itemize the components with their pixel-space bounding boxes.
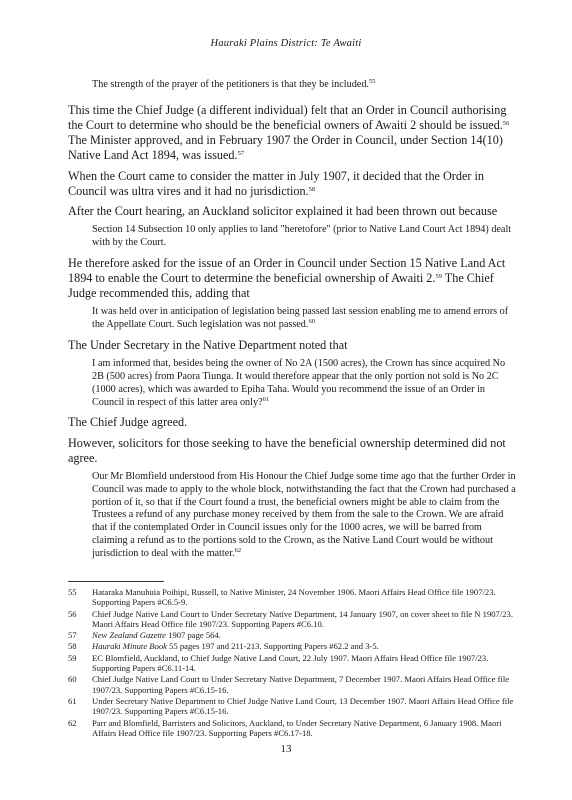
- footnote-ref[interactable]: 60: [308, 318, 315, 326]
- block-quote: [68, 306, 518, 332]
- block-quote: [68, 358, 518, 409]
- paragraph-text: When the Court came to consider the matter in July 1907, it decided that the Order in Council was ultra vires and it had no jurisdiction.: [68, 168, 484, 198]
- publication-title: Hauraki Minute Book: [92, 641, 167, 652]
- footnote-text: Parr and Blomfield, Barristers and Solicitors, Auckland, to Under Secretary Native Department, 6 January 1908. Maori Affairs Head Office file 1907/23. Supporting Papers #C6.17-18.: [92, 717, 502, 738]
- footnote-number: 62: [68, 717, 77, 728]
- footnote-number: 58: [68, 641, 77, 652]
- block-quote: [68, 471, 518, 561]
- footnote-ref[interactable]: 62: [234, 546, 242, 554]
- paragraph-text: The Minister approved, and in February 1907 the Order in Council, under Section 14(10) Native Land Act 1894, was issued.: [68, 133, 503, 163]
- paragraph-text: The Under Secretary in the Native Department noted that: [68, 338, 348, 353]
- footnote-item: [68, 674, 522, 695]
- footnote-item: [68, 630, 522, 640]
- footnote-text: Chief Judge Native Land Court to Under Secretary Native Department, 7 December 1907. Maori Affairs Head Office file 1907/23. Supporting Papers #C6.15-16.: [92, 674, 510, 695]
- footnote-ref[interactable]: 56: [502, 120, 510, 127]
- body-paragraph: [68, 169, 518, 199]
- block-quote: [68, 224, 518, 250]
- paragraph-text: This time the Chief Judge (a different individual) felt that an Order in Council authorising the Court to determine who should be the beneficial owners of Awaiti 2 should be issued.: [68, 102, 507, 132]
- footnote-text: [92, 641, 522, 651]
- body-paragraph: [68, 436, 518, 466]
- footnote-number: 55: [68, 587, 77, 597]
- footnote-divider: [68, 581, 164, 582]
- footnote-number: 56: [68, 608, 77, 619]
- quote-text: The strength of the prayer of the petitioners is that they be included.: [92, 79, 369, 90]
- footnote-number: 60: [68, 674, 77, 685]
- quote-text: Our Mr Blomfield understood from His Honour the Chief Judge some time ago that the further Order in Council was made to apply to the whole block, notwithstanding the fact that the Crown had purchased a portion of it, so that if the Court found a trust, the beneficial owners might be able to claim from the Trustees a refund of any purchase money received by them from the sale to the Crown. We are afraid that if the contemplated Order in Council issues only for the 1000 acres, we will be barred from claiming a refund as to the portions sold to the Crown, as the Native Land Court would be without jurisdiction to deal with the matter.: [92, 471, 516, 559]
- body-paragraph: [68, 103, 518, 164]
- footnote-ref[interactable]: 55: [368, 78, 376, 85]
- body-paragraph: [68, 204, 518, 219]
- footnote-ref[interactable]: 58: [308, 185, 316, 193]
- footnote-item: [68, 718, 522, 739]
- body-content: [68, 79, 518, 567]
- footnote-ref[interactable]: 59: [435, 273, 442, 281]
- footnote-item: [68, 653, 522, 674]
- paragraph-text: He therefore asked for the issue of an Order in Council under Section 15 Native Land Act 1894 to enable the Court to determine the beneficial ownership of Awaiti 2.: [68, 255, 506, 286]
- quote-text: It was held over in anticipation of legislation being passed last session enabling me to amend errors of the Appellate Court. Such legislation was not passed.: [92, 306, 509, 331]
- quote-text: Section 14 Subsection 10 only applies to land "heretofore" (prior to Native Land Court Act 1894) dealt with by the Court.: [92, 224, 512, 249]
- footnote-item: [68, 587, 522, 608]
- body-paragraph: [68, 256, 518, 302]
- footnote-number: 57: [68, 630, 77, 641]
- paragraph-text: The Chief Judge agreed.: [68, 415, 188, 430]
- block-quote: [68, 79, 518, 92]
- body-paragraph: [68, 338, 518, 353]
- footnote-item: [68, 609, 522, 630]
- footnote-ref[interactable]: 61: [262, 395, 270, 403]
- publication-title: New Zealand Gazette: [92, 630, 166, 641]
- body-paragraph: [68, 415, 518, 430]
- footnote-detail: 55 pages 197 and 211-213. Supporting Papers #62.2 and 3-5.: [166, 641, 379, 652]
- paragraph-text: The Chief Judge recommended this, adding that: [68, 271, 494, 301]
- footnote-item: [68, 696, 522, 717]
- footnote-detail: 1907 page 564.: [166, 630, 221, 641]
- footnote-text: Under Secretary Native Department to Chief Judge Native Land Court, 13 December 1907. Maori Affairs Head Office file 1907/23. Supporting Papers #C6.15-16.: [92, 695, 514, 717]
- footnote-item: [68, 641, 522, 651]
- footnote-ref[interactable]: 57: [237, 150, 245, 158]
- quote-text: I am informed that, besides being the owner of No 2A (1500 acres), the Crown has since acquired No 2B (500 acres) from Paora Tiunga. It would therefore appear that the only portion not sold is No 2C (1000 acres), which was awarded to Epiha Taha. Would you recommend the issue of an Order in Council in respect of this latter area only?: [92, 358, 506, 408]
- footnote-text: Chief Judge Native Land Court to Under Secretary Native Department, 14 January 1907, on cover sheet to file N 1907/23. Maori Affairs Head Office file 1907/23. Supporting Papers #C6.10.: [92, 608, 513, 629]
- running-header: Hauraki Plains District: Te Awaiti: [210, 38, 362, 49]
- paragraph-text: After the Court hearing, an Auckland solicitor explained it had been thrown out because: [68, 204, 498, 219]
- footnote-text: Hataraka Manuhuia Poihipi, Russell, to Native Minister, 24 November 1906. Maori Affairs Head Office file 1907/23. Supporting Papers #C6.5-9.: [92, 587, 496, 608]
- footnote-text: [92, 630, 522, 640]
- footnotes-section: [68, 581, 522, 739]
- page-number: 13: [280, 743, 292, 755]
- footnote-text: EC Blomfield, Auckland, to Chief Judge Native Land Court, 22 July 1907. Maori Affairs Head Office file 1907/23. Supporting Papers #C6.11-14.: [92, 652, 489, 674]
- footnote-number: 61: [68, 695, 77, 706]
- footnote-number: 59: [68, 652, 77, 663]
- paragraph-text: However, solicitors for those seeking to have the beneficial ownership determined did not agree.: [68, 435, 506, 465]
